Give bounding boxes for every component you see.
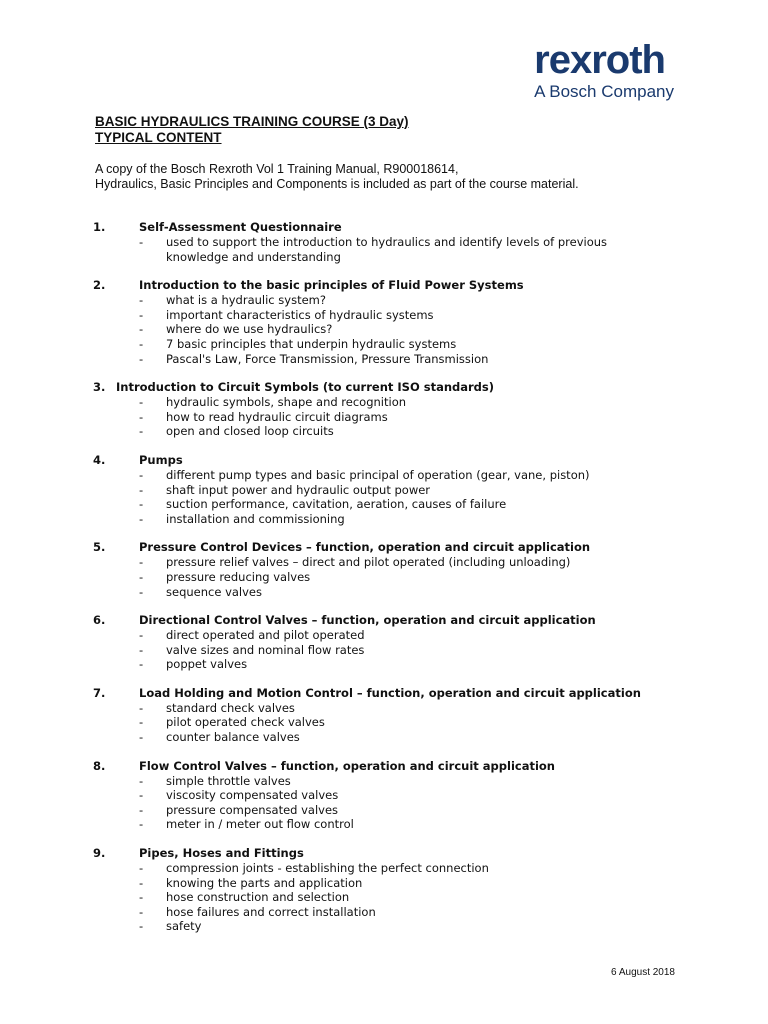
list-item (93, 788, 713, 803)
list-item (93, 352, 713, 367)
list-item-text: sequence valves (166, 584, 262, 599)
dash-bullet: - (139, 235, 144, 249)
section-number: 1. (93, 220, 106, 234)
list-item (93, 919, 713, 934)
list-item (93, 512, 713, 527)
list-item (93, 337, 713, 352)
section-title: Introduction to Circuit Symbols (to current ISO standards) (116, 380, 495, 395)
dash-bullet: - (139, 875, 144, 890)
list-item-text: hose construction and selection (166, 890, 350, 905)
intro-line-2: Hydraulics, Basic Principles and Components is included as part of the course material. (95, 177, 579, 191)
list-item-text: 7 basic principles that underpin hydraulic systems (166, 336, 457, 351)
list-item (93, 293, 713, 308)
section-title: Pipes, Hoses and Fittings (139, 846, 304, 861)
section-items (93, 293, 713, 366)
list-item (93, 774, 713, 789)
section-heading (93, 540, 713, 555)
section-items (93, 861, 713, 934)
section-items (93, 395, 713, 439)
section-1 (93, 220, 713, 264)
dash-bullet: - (139, 511, 144, 526)
list-item (93, 657, 713, 672)
dash-bullet: - (139, 424, 144, 439)
dash-bullet: - (139, 788, 144, 803)
document-title (95, 114, 409, 146)
dash-bullet: - (139, 351, 144, 366)
section-heading (93, 613, 713, 628)
dash-bullet: - (139, 773, 144, 788)
list-item-text: valve sizes and nominal flow rates (166, 642, 365, 657)
list-item-text: what is a hydraulic system? (166, 293, 326, 308)
list-item (93, 424, 713, 439)
dash-bullet: - (139, 336, 144, 351)
list-item-text: pressure relief valves – direct and pilot operated (including unloading) (166, 555, 571, 570)
intro-paragraph (95, 162, 695, 192)
list-item (93, 410, 713, 425)
dash-bullet: - (139, 861, 144, 876)
list-item (93, 308, 713, 323)
list-item-text: installation and commissioning (166, 511, 345, 526)
list-item-text: compression joints - establishing the perfect connection (166, 861, 489, 876)
section-9 (93, 846, 713, 934)
section-number: 6. (93, 613, 106, 628)
list-item-text: standard check valves (166, 700, 295, 715)
dash-bullet: - (139, 482, 144, 497)
section-number: 3. (93, 380, 106, 395)
dash-bullet: - (139, 569, 144, 584)
section-7 (93, 686, 713, 745)
section-number: 9. (93, 846, 106, 861)
section-title: Introduction to the basic principles of Fluid Power Systems (139, 278, 524, 293)
section-items (93, 774, 713, 832)
list-item-text: hydraulic symbols, shape and recognition (166, 395, 407, 410)
list-item-text: hose failures and correct installation (166, 904, 376, 919)
list-item (93, 861, 713, 876)
section-items (93, 701, 713, 745)
section-heading (93, 686, 713, 701)
dash-bullet: - (139, 322, 144, 337)
list-item-text: safety (166, 919, 202, 934)
section-3 (93, 380, 713, 439)
dash-bullet: - (139, 919, 144, 934)
dash-bullet: - (139, 657, 144, 672)
list-item-text: pressure compensated valves (166, 802, 339, 817)
section-8 (93, 759, 713, 832)
list-item (93, 715, 713, 730)
dash-bullet: - (139, 307, 144, 322)
dash-bullet: - (139, 730, 144, 745)
list-item-text: shaft input power and hydraulic output power (166, 482, 431, 497)
list-item (93, 905, 713, 920)
list-item (93, 570, 713, 585)
dash-bullet: - (139, 293, 144, 308)
list-item (93, 235, 713, 264)
section-number: 5. (93, 540, 106, 555)
section-number: 2. (93, 278, 106, 293)
list-item (93, 803, 713, 818)
section-5 (93, 540, 713, 599)
list-item-text: used to support the introduction to hydraulics and identify levels of previous knowledge and understanding (166, 235, 608, 264)
list-item-text: pressure reducing valves (166, 569, 311, 584)
list-item (93, 876, 713, 891)
dash-bullet: - (139, 395, 144, 410)
section-number: 4. (93, 452, 106, 467)
section-title: Self-Assessment Questionnaire (139, 220, 342, 234)
section-number: 7. (93, 685, 106, 700)
list-item-text: viscosity compensated valves (166, 788, 339, 803)
list-item-text: simple throttle valves (166, 773, 291, 788)
dash-bullet: - (139, 467, 144, 482)
list-item-text: open and closed loop circuits (166, 424, 334, 439)
list-item (93, 497, 713, 512)
dash-bullet: - (139, 890, 144, 905)
logo-tagline: A Bosch Company (534, 82, 674, 101)
list-item (93, 701, 713, 716)
list-item (93, 395, 713, 410)
list-item-text: suction performance, cavitation, aeration, causes of failure (166, 497, 507, 512)
section-heading (93, 846, 713, 861)
section-items (93, 555, 713, 599)
section-items (93, 468, 713, 526)
dash-bullet: - (139, 409, 144, 424)
dash-bullet: - (139, 715, 144, 730)
list-item-text: knowing the parts and application (166, 875, 363, 890)
section-items (93, 235, 713, 264)
list-item (93, 890, 713, 905)
company-logo (534, 40, 674, 102)
dash-bullet: - (139, 555, 144, 570)
section-heading (93, 759, 713, 774)
dash-bullet: - (139, 628, 144, 643)
title-line-2: TYPICAL CONTENT (95, 130, 222, 145)
list-item-text: where do we use hydraulics? (166, 322, 333, 337)
dash-bullet: - (139, 817, 144, 832)
list-item (93, 555, 713, 570)
section-heading (93, 380, 713, 395)
section-title: Directional Control Valves – function, operation and circuit application (139, 613, 596, 628)
list-item (93, 730, 713, 745)
section-6 (93, 613, 713, 672)
list-item (93, 643, 713, 658)
dash-bullet: - (139, 700, 144, 715)
list-item (93, 585, 713, 600)
dash-bullet: - (139, 642, 144, 657)
list-item-text: different pump types and basic principal of operation (gear, vane, piston) (166, 467, 590, 482)
section-items (93, 628, 713, 672)
section-number: 8. (93, 758, 106, 773)
section-title: Flow Control Valves – function, operation and circuit application (139, 758, 555, 773)
section-heading (93, 278, 713, 293)
section-heading (93, 453, 713, 468)
logo-wordmark: rexroth (534, 38, 665, 82)
course-sections (93, 220, 713, 948)
list-item (93, 322, 713, 337)
list-item-text: meter in / meter out flow control (166, 817, 354, 832)
section-title: Pressure Control Devices – function, operation and circuit application (139, 540, 591, 555)
list-item (93, 483, 713, 498)
dash-bullet: - (139, 584, 144, 599)
dash-bullet: - (139, 904, 144, 919)
title-line-1: BASIC HYDRAULICS TRAINING COURSE (3 Day) (95, 114, 409, 129)
footer-date: 6 August 2018 (611, 967, 675, 978)
list-item-text: important characteristics of hydraulic systems (166, 307, 434, 322)
section-heading (93, 220, 713, 235)
intro-line-1: A copy of the Bosch Rexroth Vol 1 Training Manual, R900018614, (95, 162, 459, 176)
section-title: Load Holding and Motion Control – function, operation and circuit application (139, 685, 641, 700)
list-item-text: Pascal's Law, Force Transmission, Pressure Transmission (166, 351, 489, 366)
list-item-text: how to read hydraulic circuit diagrams (166, 409, 388, 424)
dash-bullet: - (139, 802, 144, 817)
section-title: Pumps (139, 452, 183, 467)
list-item (93, 817, 713, 832)
list-item-text: poppet valves (166, 657, 248, 672)
list-item (93, 468, 713, 483)
section-4 (93, 453, 713, 526)
section-2 (93, 278, 713, 366)
list-item-text: pilot operated check valves (166, 715, 325, 730)
dash-bullet: - (139, 497, 144, 512)
list-item-text: counter balance valves (166, 730, 300, 745)
list-item (93, 628, 713, 643)
list-item-text: direct operated and pilot operated (166, 628, 365, 643)
